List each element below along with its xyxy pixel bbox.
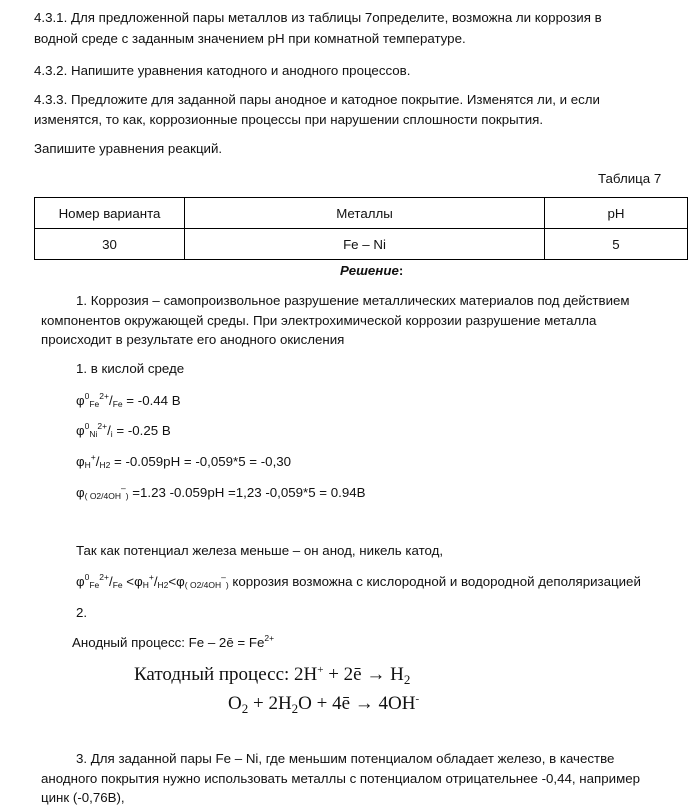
plus-sup: + xyxy=(148,572,154,582)
solution-title-text: Решение xyxy=(340,263,399,278)
acid-medium-label: 1. в кислой среде xyxy=(76,361,185,376)
task-4-3-1-line2: водной среде с заданным значением рН при комнатной температуре. xyxy=(34,31,466,46)
phi-symbol: φ xyxy=(134,574,143,589)
conclusion: Так как потенциал железа меньше – он анод, никель катод, xyxy=(76,543,444,558)
o2-sub: ( O2/4OH xyxy=(184,580,222,590)
cathodic-mid: + 2ē → H xyxy=(323,664,404,685)
table-caption: Таблица 7 xyxy=(598,171,662,186)
variant-table xyxy=(34,197,688,260)
oxygen-c: O + 4ē → 4OH xyxy=(298,693,416,714)
h-sub: H xyxy=(84,460,91,470)
h2-sub: H2 xyxy=(157,580,169,590)
std-zero: 0 xyxy=(84,421,90,431)
potential-comparison xyxy=(76,573,641,591)
task-4-3-2: 4.3.2. Напишите уравнения катодного и анодного процессов. xyxy=(34,63,411,78)
minus-sup: – xyxy=(221,572,226,582)
solution-title xyxy=(340,262,403,280)
slash: / xyxy=(153,574,158,589)
phi-symbol: φ xyxy=(76,393,85,408)
solution-p1-line1: 1. Коррозия – самопроизвольное разрушение металлических материалов под действием xyxy=(76,293,630,308)
table-header-row xyxy=(35,198,688,229)
fe-sub: Fe xyxy=(112,580,123,590)
fe-value: = -0.44 В xyxy=(122,393,181,408)
std-zero: 0 xyxy=(84,391,90,401)
table-row xyxy=(35,229,688,260)
h-value: = -0.059рН = -0,059*5 = -0,30 xyxy=(110,454,292,469)
solution-p3-line3: цинк (-0,76В), xyxy=(41,790,125,805)
fe-potential xyxy=(76,392,181,410)
o2-sub: ( O2/4OH xyxy=(84,491,121,501)
anodic-process xyxy=(72,634,274,652)
std-zero: 0 xyxy=(84,572,90,582)
close-paren: ) xyxy=(125,491,129,501)
task-4-3-1-line1: 4.3.1. Для предложенной пары металлов из таблицы 7определите, возможна ли коррозия в xyxy=(34,10,602,25)
phi-symbol: φ xyxy=(176,574,185,589)
cell-metals: Fe – Ni xyxy=(185,229,545,260)
oxygen-potential xyxy=(76,484,366,502)
fe-sub: Fe xyxy=(112,399,123,409)
sub-two: 2 xyxy=(403,672,411,687)
oxygen-reduction xyxy=(228,691,419,717)
header-variant: Номер варианта xyxy=(35,198,185,229)
slash: / xyxy=(108,574,113,589)
ni-sub: Ni xyxy=(89,429,98,439)
solution-title-colon: : xyxy=(398,263,404,278)
task-4-3-3-line2: изменятся, то как, коррозионные процессы при нарушении сплошности покрытия. xyxy=(34,112,544,127)
slash: / xyxy=(107,423,111,438)
fe-sub: Fe xyxy=(89,580,100,590)
h-sub: H xyxy=(142,580,149,590)
less-than: < xyxy=(168,574,177,589)
task-4-3-3-line1: 4.3.3. Предложите для заданной пары анодное и катодное покрытие. Изменятся ли, и если xyxy=(34,92,600,107)
solution-p1-line2: компонентов окружающей среды. При электрохимической коррозии разрушение металла xyxy=(41,313,597,328)
sub-two: 2 xyxy=(241,701,249,716)
plus-sup: + xyxy=(90,452,96,462)
o2-value: =1.23 -0.059рН =1,23 -0,059*5 = 0.94В xyxy=(128,485,366,500)
phi-symbol: φ xyxy=(76,485,85,500)
ni-potential xyxy=(76,422,171,440)
oxygen-b: + 2H xyxy=(248,693,292,714)
phi-symbol: φ xyxy=(76,423,85,438)
close-paren: ) xyxy=(225,580,229,590)
less-than: < xyxy=(122,574,135,589)
comparison-text: коррозия возможна с кислородной и водородной деполяризацией xyxy=(228,574,641,589)
cathodic-process xyxy=(134,662,410,688)
h2-sub: H2 xyxy=(99,460,111,470)
task-note: Запишите уравнения реакций. xyxy=(34,141,223,156)
solution-p3-line1: 3. Для заданной пары Fe – Ni, где меньшим потенциалом обладает железо, в качестве xyxy=(76,751,615,766)
minus-sup: - xyxy=(415,693,420,705)
i-sub: i xyxy=(110,429,113,439)
slash: / xyxy=(95,454,100,469)
slash: / xyxy=(108,393,113,408)
oxygen-a: O xyxy=(228,693,242,714)
phi-symbol: φ xyxy=(76,574,85,589)
charge-sup: 2+ xyxy=(264,633,275,643)
plus-sup: + xyxy=(317,664,324,676)
fe-sub: Fe xyxy=(89,399,100,409)
header-ph: рН xyxy=(545,198,688,229)
ni-value: = -0.25 В xyxy=(112,423,171,438)
cell-variant: 30 xyxy=(35,229,185,260)
header-metals: Металлы xyxy=(185,198,545,229)
cell-ph: 5 xyxy=(545,229,688,260)
solution-p1-line3: происходит в результате его анодного окисления xyxy=(41,332,345,347)
charge-sup: 2+ xyxy=(99,391,109,401)
solution-p3-line2: анодного покрытия нужно использовать металлы с потенциалом отрицательнее -0,44, например xyxy=(41,771,641,786)
anodic-process-text: Анодный процесс: Fe – 2ē = Fe xyxy=(72,635,265,650)
charge-sup: 2+ xyxy=(99,572,109,582)
phi-symbol: φ xyxy=(76,454,85,469)
hydrogen-potential xyxy=(76,453,291,471)
item-2: 2. xyxy=(76,605,88,620)
minus-sup: – xyxy=(121,483,126,493)
charge-sup: 2+ xyxy=(97,421,108,431)
cathodic-label: Катодный процесс: 2H xyxy=(134,664,318,685)
sub-two: 2 xyxy=(291,701,299,716)
